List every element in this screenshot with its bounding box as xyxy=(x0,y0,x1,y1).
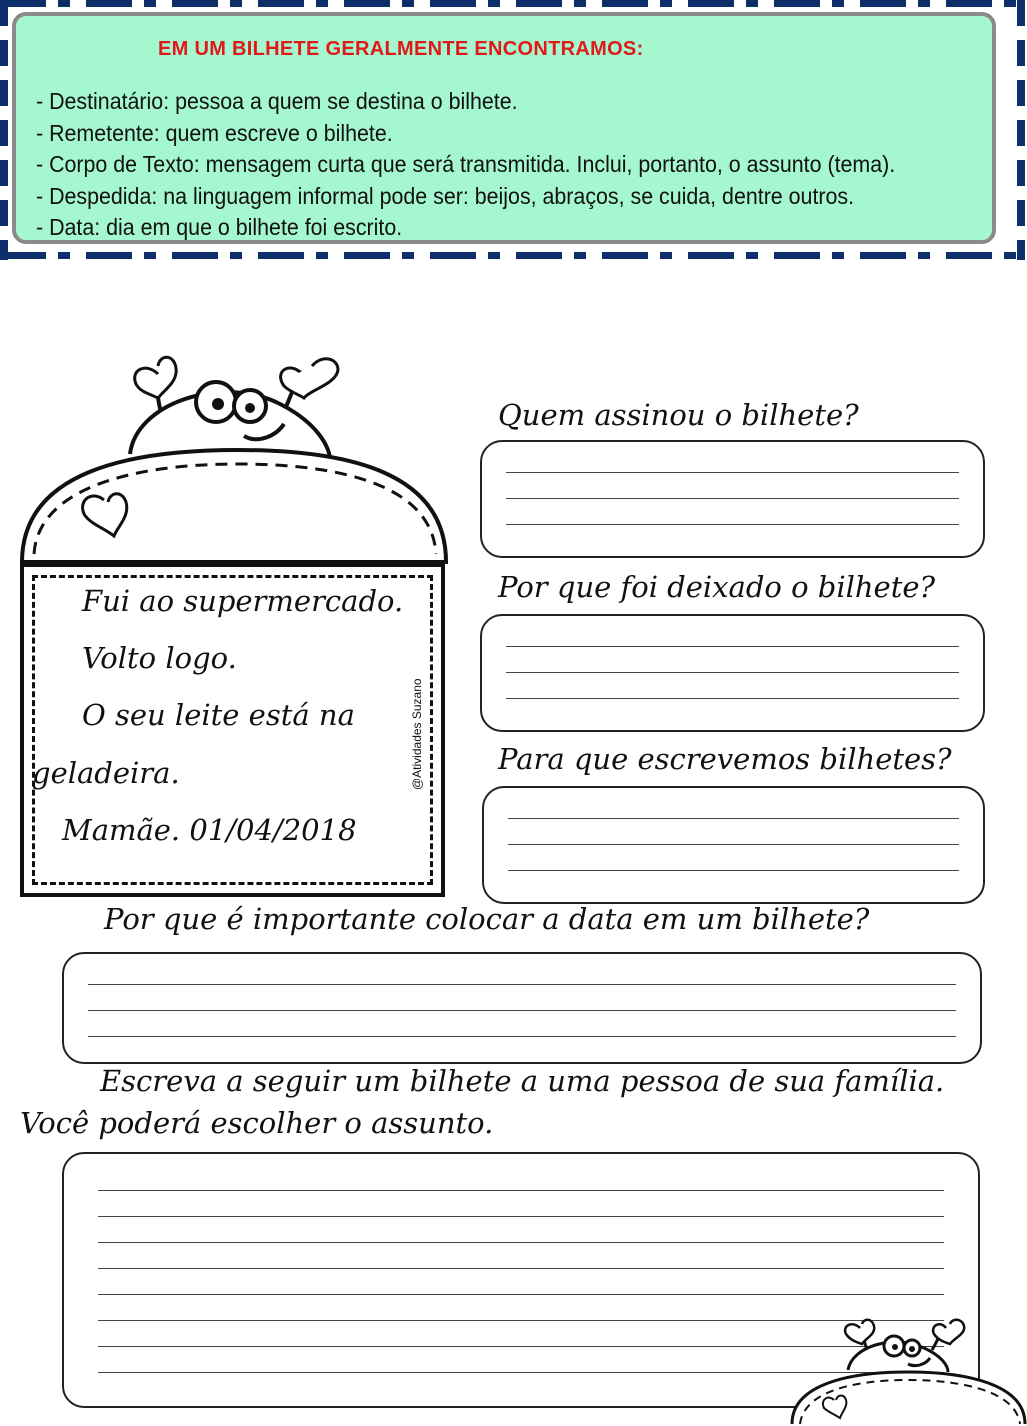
note-signature: Mamãe. 01/04/2018 xyxy=(62,813,357,847)
info-panel xyxy=(0,0,1027,262)
question-3: Para que escrevemos bilhetes? xyxy=(498,742,952,776)
writing-line xyxy=(98,1242,944,1243)
bottom-dashed-border xyxy=(0,252,1027,259)
heart-icon xyxy=(281,359,338,398)
question-2: Por que foi deixado o bilhete? xyxy=(498,570,936,604)
answer-line xyxy=(506,672,959,673)
info-item-corpo: - Corpo de Texto: mensagem curta que será transmitida. Inclui, portanto, o assunto (tema). xyxy=(36,151,896,177)
answer-box-4[interactable] xyxy=(62,952,982,1064)
answer-line xyxy=(88,1010,956,1011)
writing-line xyxy=(98,1294,944,1295)
note-line-4: geladeira. xyxy=(32,756,180,790)
answer-line xyxy=(506,524,959,525)
info-list xyxy=(36,86,895,244)
note-line-1: Fui ao supermercado. xyxy=(82,584,404,618)
info-item-data: - Data: dia em que o bilhete foi escrito. xyxy=(36,214,403,240)
heart-icon xyxy=(845,1320,874,1344)
answer-line xyxy=(88,984,956,985)
answer-line xyxy=(508,844,959,845)
monster-illustration xyxy=(18,332,450,568)
answer-line xyxy=(508,818,959,819)
answer-line xyxy=(506,472,959,473)
answer-line xyxy=(506,698,959,699)
info-title: EM UM BILHETE GERALMENTE ENCONTRAMOS: xyxy=(158,38,644,60)
info-item-remetente: - Remetente: quem escreve o bilhete. xyxy=(36,119,393,146)
answer-line xyxy=(506,498,959,499)
question-4: Por que é importante colocar a data em um bilhete? xyxy=(104,902,870,936)
small-monster-illustration xyxy=(790,1312,1027,1426)
instruction-line-2: Você poderá escolher o assunto. xyxy=(20,1106,494,1140)
writing-line xyxy=(98,1190,944,1191)
left-dashed-border xyxy=(0,0,8,260)
note-line-3: O seu leite está na xyxy=(82,698,355,732)
info-item-despedida: - Despedida: na linguagem informal pode ser: beijos, abraços, se cuida, dentre outros. xyxy=(36,182,855,209)
answer-box-1[interactable] xyxy=(480,440,985,558)
right-dashed-border xyxy=(1017,0,1025,260)
watermark: @Atividades Suzano xyxy=(410,678,424,790)
top-dashed-border xyxy=(0,0,1027,7)
instruction-line-1: Escreva a seguir um bilhete a uma pessoa de sua família. xyxy=(100,1064,945,1098)
answer-box-3[interactable] xyxy=(482,786,985,904)
note-line-2: Volto logo. xyxy=(82,641,237,675)
answer-line xyxy=(506,646,959,647)
writing-line xyxy=(98,1268,944,1269)
info-box xyxy=(12,12,996,244)
answer-line xyxy=(508,870,959,871)
heart-icon xyxy=(135,357,176,398)
question-1: Quem assinou o bilhete? xyxy=(498,398,859,432)
writing-line xyxy=(98,1216,944,1217)
answer-line xyxy=(88,1036,956,1037)
info-item-destinatario: - Destinatário: pessoa a quem se destina o bilhete. xyxy=(36,88,518,114)
answer-box-2[interactable] xyxy=(480,614,985,732)
